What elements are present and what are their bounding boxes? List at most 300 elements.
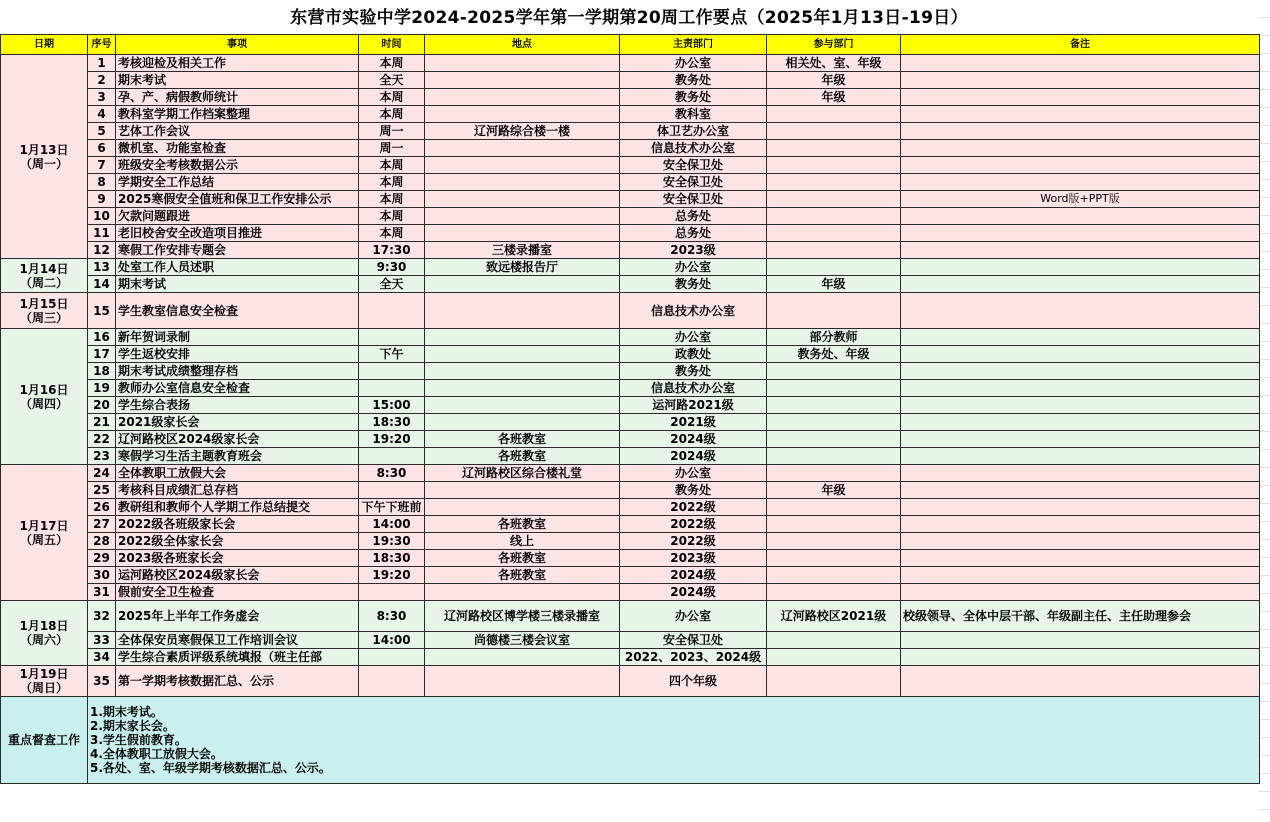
lead-dept-cell[interactable]: 信息技术办公室 (620, 140, 767, 157)
table-row (1, 550, 1260, 567)
item-cell[interactable]: 第一学期考核数据汇总、公示 (116, 666, 359, 697)
join-dept-cell[interactable] (767, 414, 901, 431)
table-row (1, 259, 1260, 276)
row-number[interactable]: 15 (88, 293, 116, 329)
join-dept-cell[interactable] (767, 259, 901, 276)
time-cell[interactable]: 本周 (359, 55, 425, 72)
time-cell[interactable] (359, 329, 425, 346)
table-row (1, 123, 1260, 140)
note-cell[interactable] (901, 293, 1260, 329)
place-cell[interactable] (425, 649, 620, 666)
join-dept-cell[interactable] (767, 191, 901, 208)
header-place[interactable]: 地点 (425, 35, 620, 55)
table-row (1, 89, 1260, 106)
row-number[interactable]: 30 (88, 567, 116, 584)
day-cell[interactable]: 1月15日 （周三） (1, 293, 88, 329)
lead-dept-cell[interactable]: 2024级 (620, 584, 767, 601)
header-note[interactable]: 备注 (901, 35, 1260, 55)
place-cell[interactable] (425, 482, 620, 499)
place-cell[interactable]: 各班教室 (425, 567, 620, 584)
lead-dept-cell[interactable]: 体卫艺办公室 (620, 123, 767, 140)
note-cell[interactable] (901, 584, 1260, 601)
item-cell[interactable]: 寒假工作安排专题会 (116, 242, 359, 259)
row-number[interactable]: 24 (88, 465, 116, 482)
focus-list[interactable] (88, 697, 1260, 784)
place-cell[interactable] (425, 346, 620, 363)
time-cell[interactable]: 8:30 (359, 465, 425, 482)
page-title: 东营市实验中学2024-2025学年第一学期第20周工作要点（2025年1月13日-19日） (290, 8, 968, 28)
table-row (1, 55, 1260, 72)
join-dept-cell[interactable] (767, 157, 901, 174)
join-dept-cell[interactable]: 辽河路校区2021级 (767, 601, 901, 632)
lead-dept-cell[interactable]: 2024级 (620, 567, 767, 584)
lead-dept-cell[interactable]: 2024级 (620, 448, 767, 465)
lead-dept-cell[interactable]: 办公室 (620, 55, 767, 72)
join-dept-cell[interactable] (767, 550, 901, 567)
join-dept-cell[interactable] (767, 380, 901, 397)
table-row (1, 516, 1260, 533)
place-cell[interactable] (425, 414, 620, 431)
place-cell[interactable] (425, 666, 620, 697)
time-cell[interactable]: 本周 (359, 89, 425, 106)
row-number[interactable]: 4 (88, 106, 116, 123)
table-row (1, 140, 1260, 157)
place-cell[interactable]: 各班教室 (425, 516, 620, 533)
place-cell[interactable] (425, 499, 620, 516)
table-row (1, 601, 1260, 632)
time-cell[interactable]: 全天 (359, 72, 425, 89)
join-dept-cell[interactable] (767, 516, 901, 533)
time-cell[interactable]: 全天 (359, 276, 425, 293)
table-row (1, 499, 1260, 516)
time-cell[interactable]: 18:30 (359, 414, 425, 431)
time-cell[interactable]: 本周 (359, 174, 425, 191)
time-cell[interactable]: 本周 (359, 225, 425, 242)
time-cell[interactable]: 14:00 (359, 516, 425, 533)
note-cell[interactable] (901, 140, 1260, 157)
note-cell[interactable] (901, 632, 1260, 649)
item-cell[interactable]: 2021级家长会 (116, 414, 359, 431)
lead-dept-cell[interactable]: 教务处 (620, 276, 767, 293)
note-cell[interactable] (901, 397, 1260, 414)
row-number[interactable]: 2 (88, 72, 116, 89)
item-cell[interactable]: 处室工作人员述职 (116, 259, 359, 276)
day-cell[interactable]: 1月13日 （周一） (1, 55, 88, 259)
note-cell[interactable] (901, 123, 1260, 140)
lead-dept-cell[interactable]: 教务处 (620, 72, 767, 89)
item-cell[interactable]: 2022级全体家长会 (116, 533, 359, 550)
item-cell[interactable]: 学生教室信息安全检查 (116, 293, 359, 329)
table-row (1, 242, 1260, 259)
place-cell[interactable]: 辽河路校区综合楼礼堂 (425, 465, 620, 482)
item-cell[interactable]: 学生返校安排 (116, 346, 359, 363)
table-row (1, 208, 1260, 225)
place-cell[interactable]: 尚德楼三楼会议室 (425, 632, 620, 649)
lead-dept-cell[interactable]: 教务处 (620, 482, 767, 499)
join-dept-cell[interactable] (767, 397, 901, 414)
place-cell[interactable]: 线上 (425, 533, 620, 550)
note-cell[interactable] (901, 329, 1260, 346)
row-number[interactable]: 32 (88, 601, 116, 632)
place-cell[interactable]: 三楼录播室 (425, 242, 620, 259)
focus-item: 4.全体教职工放假大会。 (90, 747, 223, 761)
lead-dept-cell[interactable]: 教务处 (620, 89, 767, 106)
place-cell[interactable]: 各班教室 (425, 448, 620, 465)
note-cell[interactable] (901, 482, 1260, 499)
note-cell[interactable] (901, 380, 1260, 397)
header-no[interactable]: 序号 (88, 35, 116, 55)
join-dept-cell[interactable] (767, 499, 901, 516)
table-row (1, 397, 1260, 414)
join-dept-cell[interactable]: 年级 (767, 276, 901, 293)
join-dept-cell[interactable] (767, 225, 901, 242)
row-number[interactable]: 33 (88, 632, 116, 649)
focus-item: 3.学生假前教育。 (90, 733, 187, 747)
note-cell[interactable] (901, 431, 1260, 448)
lead-dept-cell[interactable]: 总务处 (620, 225, 767, 242)
join-dept-cell[interactable] (767, 174, 901, 191)
time-cell[interactable] (359, 380, 425, 397)
table-row (1, 448, 1260, 465)
lead-dept-cell[interactable]: 2023级 (620, 242, 767, 259)
lead-dept-cell[interactable]: 2023级 (620, 550, 767, 567)
item-cell[interactable]: 孕、产、病假教师统计 (116, 89, 359, 106)
day-cell[interactable]: 1月16日 （周四） (1, 329, 88, 465)
item-cell[interactable]: 学生综合素质评级系统填报（班主任部 (116, 649, 359, 666)
row-number[interactable]: 28 (88, 533, 116, 550)
day-cell[interactable]: 1月17日 （周五） (1, 465, 88, 601)
row-number[interactable]: 22 (88, 431, 116, 448)
time-cell[interactable]: 下午 (359, 346, 425, 363)
item-cell[interactable]: 假前安全卫生检查 (116, 584, 359, 601)
lead-dept-cell[interactable]: 信息技术办公室 (620, 380, 767, 397)
lead-dept-cell[interactable]: 2021级 (620, 414, 767, 431)
focus-label[interactable]: 重点督查工作 (1, 697, 88, 784)
lead-dept-cell[interactable]: 信息技术办公室 (620, 293, 767, 329)
note-cell[interactable] (901, 72, 1260, 89)
join-dept-cell[interactable] (767, 448, 901, 465)
table-row (1, 465, 1260, 482)
lead-dept-cell[interactable]: 2024级 (620, 431, 767, 448)
time-cell[interactable] (359, 448, 425, 465)
join-dept-cell[interactable] (767, 123, 901, 140)
note-cell[interactable] (901, 649, 1260, 666)
row-number[interactable]: 20 (88, 397, 116, 414)
item-cell[interactable]: 运河路校区2024级家长会 (116, 567, 359, 584)
join-dept-cell[interactable] (767, 431, 901, 448)
time-cell[interactable]: 下午下班前 (359, 499, 425, 516)
note-cell[interactable] (901, 242, 1260, 259)
note-cell[interactable] (901, 567, 1260, 584)
join-dept-cell[interactable] (767, 567, 901, 584)
item-cell[interactable]: 2022级各班级家长会 (116, 516, 359, 533)
lead-dept-cell[interactable]: 安全保卫处 (620, 174, 767, 191)
note-cell[interactable] (901, 363, 1260, 380)
join-dept-cell[interactable] (767, 632, 901, 649)
row-number[interactable]: 10 (88, 208, 116, 225)
item-cell[interactable]: 教科室学期工作档案整理 (116, 106, 359, 123)
time-cell[interactable] (359, 666, 425, 697)
lead-dept-cell[interactable]: 2022级 (620, 533, 767, 550)
note-cell[interactable] (901, 157, 1260, 174)
item-cell[interactable]: 欠款问题跟进 (116, 208, 359, 225)
time-cell[interactable] (359, 649, 425, 666)
place-cell[interactable]: 致远楼报告厅 (425, 259, 620, 276)
lead-dept-cell[interactable]: 政教处 (620, 346, 767, 363)
place-cell[interactable] (425, 363, 620, 380)
focus-item: 5.各处、室、年级学期考核数据汇总、公示。 (90, 761, 331, 775)
place-cell[interactable] (425, 208, 620, 225)
note-cell[interactable] (901, 499, 1260, 516)
row-number[interactable]: 3 (88, 89, 116, 106)
place-cell[interactable] (425, 157, 620, 174)
schedule-table (0, 34, 1260, 784)
place-cell[interactable] (425, 89, 620, 106)
join-dept-cell[interactable]: 部分教师 (767, 329, 901, 346)
row-number[interactable]: 9 (88, 191, 116, 208)
lead-dept-cell[interactable]: 办公室 (620, 259, 767, 276)
time-cell[interactable]: 17:30 (359, 242, 425, 259)
row-number[interactable]: 18 (88, 363, 116, 380)
join-dept-cell[interactable] (767, 363, 901, 380)
row-number[interactable]: 31 (88, 584, 116, 601)
join-dept-cell[interactable]: 年级 (767, 72, 901, 89)
table-row (1, 632, 1260, 649)
note-cell[interactable] (901, 106, 1260, 123)
join-dept-cell[interactable] (767, 584, 901, 601)
day-cell[interactable]: 1月18日 （周六） (1, 601, 88, 666)
lead-dept-cell[interactable]: 2022、2023、2024级 (620, 649, 767, 666)
table-row (1, 293, 1260, 329)
table-row (1, 666, 1260, 697)
time-cell[interactable]: 14:00 (359, 632, 425, 649)
row-number[interactable]: 11 (88, 225, 116, 242)
join-dept-cell[interactable]: 年级 (767, 89, 901, 106)
focus-item: 2.期末家长会。 (90, 719, 175, 733)
time-cell[interactable]: 19:30 (359, 533, 425, 550)
note-cell[interactable] (901, 276, 1260, 293)
time-cell[interactable] (359, 293, 425, 329)
item-cell[interactable]: 期末考试成绩整理存档 (116, 363, 359, 380)
table-row (1, 276, 1260, 293)
item-cell[interactable]: 全体保安员寒假保卫工作培训会议 (116, 632, 359, 649)
time-cell[interactable] (359, 584, 425, 601)
time-cell[interactable]: 周一 (359, 123, 425, 140)
table-row (1, 363, 1260, 380)
place-cell[interactable] (425, 191, 620, 208)
note-cell[interactable] (901, 666, 1260, 697)
place-cell[interactable] (425, 293, 620, 329)
lead-dept-cell[interactable]: 办公室 (620, 329, 767, 346)
row-number[interactable]: 1 (88, 55, 116, 72)
note-cell[interactable] (901, 346, 1260, 363)
row-number[interactable]: 16 (88, 329, 116, 346)
lead-dept-cell[interactable]: 运河路2021级 (620, 397, 767, 414)
lead-dept-cell[interactable]: 办公室 (620, 465, 767, 482)
table-row (1, 346, 1260, 363)
table-row (1, 157, 1260, 174)
join-dept-cell[interactable] (767, 666, 901, 697)
place-cell[interactable]: 各班教室 (425, 431, 620, 448)
note-cell[interactable] (901, 516, 1260, 533)
place-cell[interactable]: 各班教室 (425, 550, 620, 567)
focus-row (1, 697, 1260, 784)
note-cell[interactable]: 校级领导、全体中层干部、年级副主任、主任助理参会 (901, 601, 1260, 632)
row-number[interactable]: 19 (88, 380, 116, 397)
note-cell[interactable] (901, 89, 1260, 106)
time-cell[interactable]: 9:30 (359, 259, 425, 276)
time-cell[interactable]: 本周 (359, 191, 425, 208)
join-dept-cell[interactable]: 年级 (767, 482, 901, 499)
lead-dept-cell[interactable]: 安全保卫处 (620, 191, 767, 208)
header-item[interactable]: 事项 (116, 35, 359, 55)
lead-dept-cell[interactable]: 安全保卫处 (620, 632, 767, 649)
item-cell[interactable]: 考核科目成绩汇总存档 (116, 482, 359, 499)
item-cell[interactable]: 期末考试 (116, 276, 359, 293)
time-cell[interactable]: 本周 (359, 208, 425, 225)
item-cell[interactable]: 老旧校舍安全改造项目推进 (116, 225, 359, 242)
item-cell[interactable]: 学生综合表扬 (116, 397, 359, 414)
item-cell[interactable]: 全体教职工放假大会 (116, 465, 359, 482)
note-cell[interactable] (901, 533, 1260, 550)
item-cell[interactable]: 辽河路校区2024级家长会 (116, 431, 359, 448)
lead-dept-cell[interactable]: 教务处 (620, 363, 767, 380)
join-dept-cell[interactable]: 教务处、年级 (767, 346, 901, 363)
row-number[interactable]: 21 (88, 414, 116, 431)
place-cell[interactable] (425, 225, 620, 242)
row-number[interactable]: 5 (88, 123, 116, 140)
time-cell[interactable]: 本周 (359, 106, 425, 123)
row-number[interactable]: 7 (88, 157, 116, 174)
item-cell[interactable]: 微机室、功能室检查 (116, 140, 359, 157)
table-row (1, 414, 1260, 431)
join-dept-cell[interactable] (767, 533, 901, 550)
join-dept-cell[interactable] (767, 242, 901, 259)
row-number[interactable]: 23 (88, 448, 116, 465)
lead-dept-cell[interactable]: 教科室 (620, 106, 767, 123)
join-dept-cell[interactable] (767, 649, 901, 666)
note-cell[interactable] (901, 259, 1260, 276)
lead-dept-cell[interactable]: 四个年级 (620, 666, 767, 697)
lead-dept-cell[interactable]: 2022级 (620, 499, 767, 516)
note-cell[interactable] (901, 414, 1260, 431)
place-cell[interactable] (425, 55, 620, 72)
row-number[interactable]: 35 (88, 666, 116, 697)
place-cell[interactable] (425, 397, 620, 414)
row-number[interactable]: 27 (88, 516, 116, 533)
time-cell[interactable]: 19:20 (359, 431, 425, 448)
place-cell[interactable] (425, 174, 620, 191)
row-number[interactable]: 8 (88, 174, 116, 191)
item-cell[interactable]: 2023级各班家长会 (116, 550, 359, 567)
row-number[interactable]: 6 (88, 140, 116, 157)
place-cell[interactable] (425, 106, 620, 123)
header-join-dept[interactable]: 参与部门 (767, 35, 901, 55)
table-row (1, 567, 1260, 584)
item-cell[interactable]: 教师办公室信息安全检查 (116, 380, 359, 397)
note-cell[interactable] (901, 465, 1260, 482)
item-cell[interactable]: 艺体工作会议 (116, 123, 359, 140)
item-cell[interactable]: 期末考试 (116, 72, 359, 89)
time-cell[interactable]: 19:20 (359, 567, 425, 584)
note-cell[interactable] (901, 550, 1260, 567)
focus-item: 1.期末考试。 (90, 705, 163, 719)
row-number[interactable]: 13 (88, 259, 116, 276)
day-cell[interactable]: 1月14日 （周二） (1, 259, 88, 293)
table-row (1, 584, 1260, 601)
join-dept-cell[interactable] (767, 293, 901, 329)
item-cell[interactable]: 教研组和教师个人学期工作总结提交 (116, 499, 359, 516)
note-cell[interactable] (901, 208, 1260, 225)
lead-dept-cell[interactable]: 总务处 (620, 208, 767, 225)
place-cell[interactable] (425, 72, 620, 89)
lead-dept-cell[interactable]: 2022级 (620, 516, 767, 533)
table-row (1, 380, 1260, 397)
header-lead-dept[interactable]: 主责部门 (620, 35, 767, 55)
place-cell[interactable]: 辽河路综合楼一楼 (425, 123, 620, 140)
time-cell[interactable]: 15:00 (359, 397, 425, 414)
table-row (1, 72, 1260, 89)
note-cell[interactable] (901, 225, 1260, 242)
place-cell[interactable]: 辽河路校区博学楼三楼录播室 (425, 601, 620, 632)
table-row (1, 533, 1260, 550)
note-cell[interactable]: Word版+PPT版 (901, 191, 1260, 208)
row-number[interactable]: 12 (88, 242, 116, 259)
join-dept-cell[interactable] (767, 140, 901, 157)
header-time[interactable]: 时间 (359, 35, 425, 55)
header-date[interactable]: 日期 (1, 35, 88, 55)
item-cell[interactable]: 班级安全考核数据公示 (116, 157, 359, 174)
time-cell[interactable] (359, 363, 425, 380)
item-cell[interactable]: 2025年上半年工作务虚会 (116, 601, 359, 632)
item-cell[interactable]: 2025寒假安全值班和保卫工作安排公示 (116, 191, 359, 208)
place-cell[interactable] (425, 380, 620, 397)
row-number[interactable]: 17 (88, 346, 116, 363)
table-row (1, 106, 1260, 123)
item-cell[interactable]: 新年贺词录制 (116, 329, 359, 346)
note-cell[interactable] (901, 174, 1260, 191)
item-cell[interactable]: 考核迎检及相关工作 (116, 55, 359, 72)
table-row (1, 431, 1260, 448)
join-dept-cell[interactable] (767, 106, 901, 123)
place-cell[interactable] (425, 276, 620, 293)
place-cell[interactable] (425, 329, 620, 346)
row-number[interactable]: 34 (88, 649, 116, 666)
lead-dept-cell[interactable]: 安全保卫处 (620, 157, 767, 174)
item-cell[interactable]: 学期安全工作总结 (116, 174, 359, 191)
time-cell[interactable]: 8:30 (359, 601, 425, 632)
join-dept-cell[interactable]: 相关处、室、年级 (767, 55, 901, 72)
note-cell[interactable] (901, 448, 1260, 465)
time-cell[interactable]: 18:30 (359, 550, 425, 567)
join-dept-cell[interactable] (767, 208, 901, 225)
lead-dept-cell[interactable]: 办公室 (620, 601, 767, 632)
row-number[interactable]: 26 (88, 499, 116, 516)
join-dept-cell[interactable] (767, 465, 901, 482)
time-cell[interactable]: 本周 (359, 157, 425, 174)
day-cell[interactable]: 1月19日 （周日） (1, 666, 88, 697)
place-cell[interactable] (425, 584, 620, 601)
item-cell[interactable]: 寒假学习生活主题教育班会 (116, 448, 359, 465)
row-number[interactable]: 25 (88, 482, 116, 499)
row-number[interactable]: 29 (88, 550, 116, 567)
table-row (1, 225, 1260, 242)
time-cell[interactable]: 周一 (359, 140, 425, 157)
row-number[interactable]: 14 (88, 276, 116, 293)
place-cell[interactable] (425, 140, 620, 157)
note-cell[interactable] (901, 55, 1260, 72)
time-cell[interactable] (359, 482, 425, 499)
